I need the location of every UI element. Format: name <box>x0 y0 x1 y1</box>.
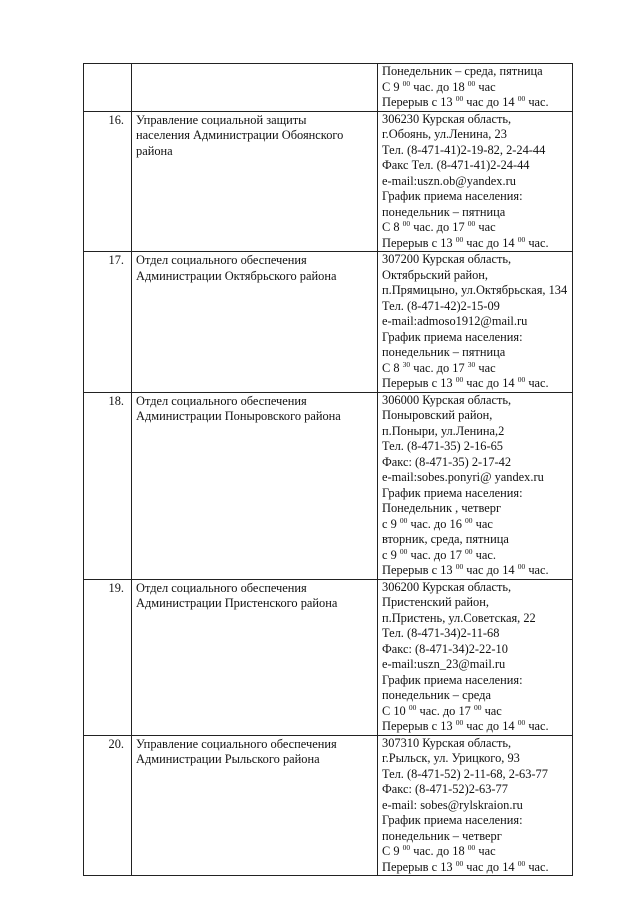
contact-line <box>382 112 572 128</box>
minutes-superscript: 00 <box>467 843 476 852</box>
contact-text: понедельник – среда <box>382 688 491 702</box>
minutes-superscript: 00 <box>402 219 411 228</box>
contact-text: час <box>475 220 496 234</box>
minutes-superscript: 00 <box>455 562 464 571</box>
contact-text: час. <box>525 95 549 109</box>
row-number: 20. <box>84 735 132 876</box>
contact-line <box>382 736 572 752</box>
contact-line <box>382 143 572 159</box>
contact-line <box>382 80 572 96</box>
contact-text: час <box>481 703 502 718</box>
contact-text: час. <box>472 547 496 562</box>
contact-line <box>382 268 572 284</box>
minutes-superscript: 00 <box>517 94 526 103</box>
contact-text: час <box>475 844 496 858</box>
contact-line <box>382 174 572 190</box>
contact-text: Факс: (8-471-35) 2-17-42 <box>382 454 512 469</box>
contact-text: График приема населения: <box>382 672 523 687</box>
contact-text: час. <box>525 719 549 733</box>
contact-text: час. до 18 <box>410 844 468 858</box>
contact-text: 307200 Курская область, <box>382 252 512 266</box>
contact-line <box>382 548 572 564</box>
contact-line <box>382 158 572 174</box>
contact-line <box>382 64 572 80</box>
contact-text: понедельник – пятница <box>382 345 506 359</box>
contact-text: час. до 16 <box>407 516 465 531</box>
offices-table-body <box>84 64 573 876</box>
contact-text: Тел. (8-471-42)2-15-09 <box>382 298 500 313</box>
minutes-superscript: 30 <box>402 359 411 369</box>
contact-text: Перерыв с 13 <box>382 563 456 577</box>
contact-text: График приема населения: <box>382 189 523 203</box>
contact-text: С 10 <box>382 703 409 718</box>
contact-line <box>382 751 572 767</box>
contact-text: Октябрьский район, <box>382 267 489 282</box>
offices-table <box>83 63 573 876</box>
contact-text: e-mail:uszn_23@mail.ru <box>382 657 506 671</box>
table-row <box>84 579 573 735</box>
contact-line <box>382 314 572 330</box>
minutes-superscript: 00 <box>465 515 473 525</box>
minutes-superscript: 00 <box>455 858 464 868</box>
contact-line <box>382 283 572 299</box>
contact-line <box>382 642 572 658</box>
minutes-superscript: 00 <box>402 78 411 88</box>
minutes-superscript: 00 <box>473 702 482 712</box>
contact-line <box>382 376 572 392</box>
minutes-superscript: 00 <box>402 843 411 852</box>
row-number <box>84 64 132 112</box>
contact-text: Перерыв с 13 <box>382 719 456 733</box>
office-name-line: населения Администрации Обоянского <box>136 128 344 142</box>
contact-text: час до 14 <box>463 719 518 733</box>
contact-text: понедельник – пятница <box>382 204 506 219</box>
minutes-superscript: 00 <box>465 546 473 556</box>
contact-text: вторник, среда, пятница <box>382 532 509 546</box>
contact-text: Перерыв с 13 <box>382 859 456 874</box>
office-name-line: Администрации Октябрьского района <box>136 268 337 283</box>
contact-line <box>382 532 572 548</box>
minutes-superscript: 00 <box>455 234 464 244</box>
contact-text: Тел. (8-471-34)2-11-68 <box>382 626 500 640</box>
contact-line <box>382 657 572 673</box>
contact-text: Тел. (8-471-52) 2-11-68, 2-63-77 <box>382 766 548 781</box>
table-row <box>84 392 573 579</box>
contact-line <box>382 626 572 642</box>
contact-text: час. до 17 <box>407 547 465 562</box>
contact-line <box>382 595 572 611</box>
contact-text: Факс: (8-471-52)2-63-77 <box>382 782 508 796</box>
minutes-superscript: 00 <box>408 702 417 712</box>
contact-line <box>382 470 572 486</box>
office-name-line: Отдел социального обеспечения <box>136 580 307 595</box>
row-number: 17. <box>84 252 132 393</box>
contact-line <box>382 673 572 689</box>
contact-text: Факс: (8-471-34)2-22-10 <box>382 641 508 656</box>
minutes-superscript: 00 <box>467 78 476 88</box>
contact-text: 307310 Курская область, <box>382 735 512 750</box>
contact-line <box>382 252 572 268</box>
office-contacts <box>378 111 573 252</box>
office-name <box>132 579 378 735</box>
contact-text: Факс Тел. (8-471-41)2-24-44 <box>382 158 530 172</box>
minutes-superscript: 00 <box>517 562 526 571</box>
contact-line <box>382 424 572 440</box>
contact-text: Понедельник – среда, пятница <box>382 64 543 78</box>
contact-line <box>382 829 572 845</box>
contact-line <box>382 408 572 424</box>
minutes-superscript: 00 <box>455 94 464 103</box>
office-name-line: Управление социальной защиты <box>136 112 307 127</box>
contact-line <box>382 860 572 876</box>
contact-line <box>382 704 572 720</box>
office-name-line: Администрации Пристенского района <box>136 596 338 610</box>
contact-text: Перерыв с 13 <box>382 235 456 250</box>
contact-text: с 9 <box>382 547 400 562</box>
row-number: 18. <box>84 392 132 579</box>
contact-line <box>382 127 572 143</box>
office-name <box>132 64 378 112</box>
contact-line <box>382 798 572 814</box>
office-contacts <box>378 392 573 579</box>
contact-text: Пристенский район, <box>382 595 489 609</box>
contact-text: час до 14 <box>463 235 518 250</box>
row-number: 19. <box>84 579 132 735</box>
office-contacts <box>378 735 573 876</box>
contact-text: п.Пристень, ул.Советская, 22 <box>382 610 536 625</box>
contact-line <box>382 95 572 111</box>
contact-text: Тел. (8-471-35) 2-16-65 <box>382 439 503 453</box>
minutes-superscript: 00 <box>399 515 408 525</box>
contact-text: час <box>472 516 493 531</box>
contact-line <box>382 361 572 377</box>
contact-text: час. до 17 <box>410 220 468 234</box>
contact-text: час. до 17 <box>410 360 468 375</box>
contact-text: С 9 <box>382 844 403 858</box>
office-name <box>132 392 378 579</box>
contact-text: e-mail: sobes@rylskraion.ru <box>382 797 523 812</box>
office-name-line: Администрации Поныровского района <box>136 409 341 423</box>
contact-line <box>382 205 572 221</box>
contact-text: Перерыв с 13 <box>382 95 456 109</box>
contact-line <box>382 517 572 533</box>
contact-line <box>382 220 572 236</box>
contact-text: г.Рыльск, ул. Урицкого, 93 <box>382 751 520 765</box>
office-name-line: района <box>136 143 173 158</box>
contact-text: час. <box>525 376 549 390</box>
contact-text: час до 14 <box>463 95 518 109</box>
contact-line <box>382 345 572 361</box>
contact-text: с 9 <box>382 516 400 531</box>
contact-text: С 9 <box>382 79 403 94</box>
contact-line <box>382 393 572 409</box>
contact-text: График приема населения: <box>382 813 523 827</box>
office-name <box>132 735 378 876</box>
table-row <box>84 111 573 252</box>
contact-text: час до 14 <box>463 376 518 390</box>
contact-line <box>382 611 572 627</box>
contact-text: понедельник – четверг <box>382 828 502 843</box>
contact-text: час до 14 <box>463 859 518 874</box>
contact-text: С 8 <box>382 360 403 375</box>
minutes-superscript: 00 <box>399 546 408 556</box>
office-contacts <box>378 579 573 735</box>
contact-text: п.Прямицыно, ул.Октябрьская, 134 <box>382 283 568 297</box>
contact-line <box>382 580 572 596</box>
table-row <box>84 735 573 876</box>
minutes-superscript: 30 <box>467 359 476 369</box>
contact-text: час. до 18 <box>410 79 468 94</box>
table-row <box>84 252 573 393</box>
contact-text: e-mail:admoso1912@mail.ru <box>382 314 528 328</box>
contact-line <box>382 501 572 517</box>
office-name-line: Отдел социального обеспечения <box>136 393 307 408</box>
contact-text: 306200 Курская область, <box>382 579 512 594</box>
contact-line <box>382 439 572 455</box>
contact-text: e-mail:sobes.ponyri@ yandex.ru <box>382 470 544 484</box>
minutes-superscript: 00 <box>517 858 526 868</box>
contact-line <box>382 299 572 315</box>
office-name-line: Отдел социального обеспечения <box>136 253 307 267</box>
contact-text: час. <box>525 859 549 874</box>
contact-line <box>382 844 572 860</box>
contact-line <box>382 563 572 579</box>
contact-line <box>382 486 572 502</box>
office-contacts <box>378 64 573 112</box>
office-name <box>132 252 378 393</box>
contact-text: час до 14 <box>463 563 518 577</box>
contact-line <box>382 688 572 704</box>
contact-text: час <box>475 360 496 375</box>
contact-text: час. <box>525 563 549 577</box>
contact-text: час. до 17 <box>416 703 474 718</box>
contact-line <box>382 236 572 252</box>
row-number: 16. <box>84 111 132 252</box>
contact-line <box>382 813 572 829</box>
office-name-line: Администрации Рыльского района <box>136 752 320 766</box>
office-name-line: Управление социального обеспечения <box>136 736 337 751</box>
contact-text: Поныровский район, <box>382 408 493 422</box>
contact-line <box>382 782 572 798</box>
minutes-superscript: 00 <box>517 375 526 384</box>
contact-text: С 8 <box>382 220 403 234</box>
contact-line <box>382 189 572 205</box>
office-name <box>132 111 378 252</box>
minutes-superscript: 00 <box>455 718 464 727</box>
minutes-superscript: 00 <box>517 718 526 727</box>
contact-text: п.Поныри, ул.Ленина,2 <box>382 423 505 438</box>
contact-text: г.Обоянь, ул.Ленина, 23 <box>382 127 507 141</box>
contact-line <box>382 330 572 346</box>
contact-line <box>382 719 572 735</box>
contact-text: 306000 Курская область, <box>382 392 512 407</box>
contact-line <box>382 767 572 783</box>
contact-text: Тел. (8-471-41)2-19-82, 2-24-44 <box>382 142 546 157</box>
minutes-superscript: 00 <box>467 219 476 228</box>
contact-text: 306230 Курская область, <box>382 111 512 126</box>
table-row <box>84 64 573 112</box>
minutes-superscript: 00 <box>517 234 526 244</box>
contact-text: Перерыв с 13 <box>382 376 456 390</box>
contact-text: e-mail:uszn.ob@yandex.ru <box>382 173 516 188</box>
contact-text: График приема населения: <box>382 485 523 500</box>
contact-text: Понедельник , четверг <box>382 501 502 515</box>
office-contacts <box>378 252 573 393</box>
minutes-superscript: 00 <box>455 375 464 384</box>
contact-text: График приема населения: <box>382 329 523 344</box>
contact-text: час <box>475 79 496 94</box>
contact-text: час. <box>525 235 549 250</box>
contact-line <box>382 455 572 471</box>
